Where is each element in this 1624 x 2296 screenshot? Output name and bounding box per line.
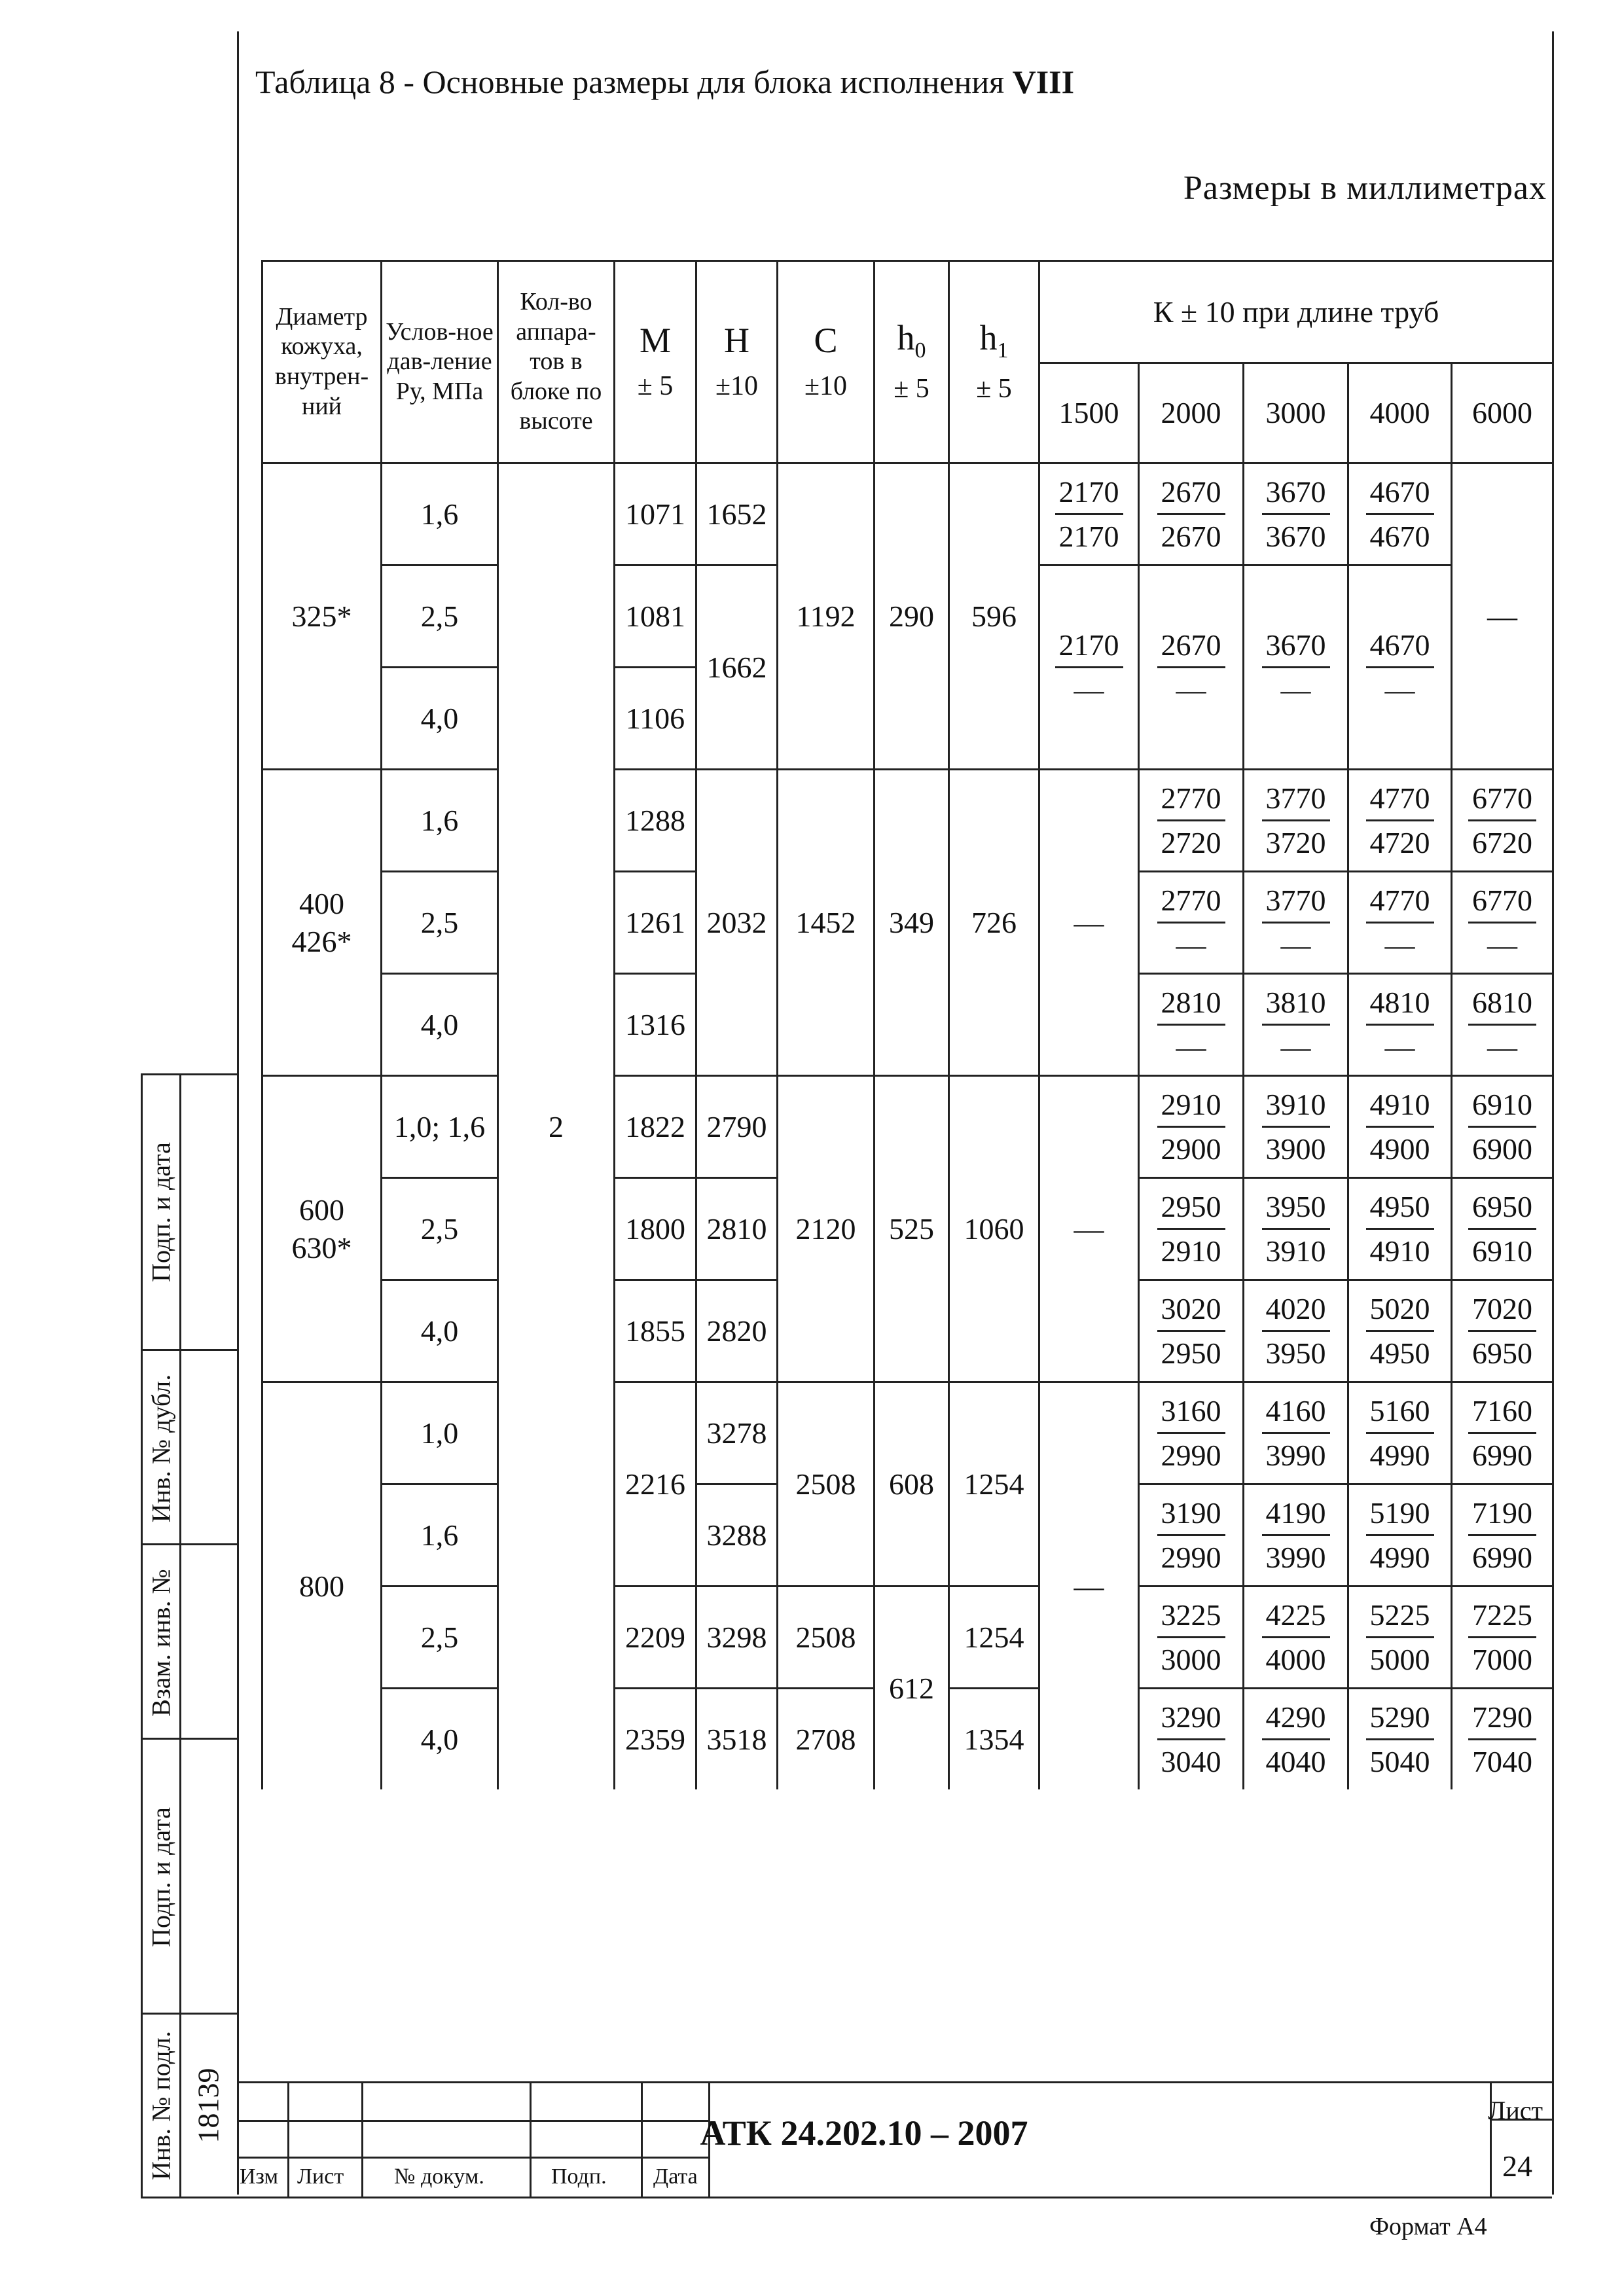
cell-diameter: 325*	[262, 463, 382, 770]
cell-M: 1822	[615, 1076, 696, 1178]
cell-h1: 596	[949, 463, 1039, 770]
header-count: Кол-во аппара-тов в блоке по высоте	[498, 261, 615, 463]
document-code: АТК 24.202.10 – 2007	[700, 2113, 1028, 2153]
cell-pressure: 2,5	[382, 1587, 498, 1689]
cell-k-4000: $\frac{4950}{4910}$	[1348, 1178, 1452, 1280]
cell-h0: 349	[875, 770, 949, 1076]
label-doc-no: № докум.	[394, 2164, 484, 2189]
cell-k-3000: $\frac{3670}{—}$	[1244, 565, 1348, 770]
cell-k-4000: $\frac{5190}{4990}$	[1348, 1484, 1452, 1587]
header-diameter: Диаметр кожуха, внутрен-ний	[262, 261, 382, 463]
cell-k-6000: $\frac{6770}{—}$	[1452, 872, 1553, 974]
stamp-orig-inv: Инв. № подл. 18139	[143, 2013, 237, 2197]
cell-k-1500: —	[1039, 1382, 1139, 1790]
cell-diameter: 800	[262, 1382, 382, 1790]
header-M: М ± 5	[615, 261, 696, 463]
stamp-orig-inv-value: 18139	[191, 2068, 225, 2144]
cell-h1: 1254	[949, 1382, 1039, 1587]
label-list: Лист	[297, 2164, 344, 2189]
cell-k-2000: $\frac{3225}{3000}$	[1139, 1587, 1244, 1689]
cell-C: 1452	[778, 770, 875, 1076]
cell-pressure: 4,0	[382, 974, 498, 1076]
cell-M: 1316	[615, 974, 696, 1076]
cell-h1: 1354	[949, 1689, 1039, 1790]
cell-M: 1106	[615, 668, 696, 770]
cell-k-4000: $\frac{4770}{—}$	[1348, 872, 1452, 974]
cell-k-3000: $\frac{4160}{3990}$	[1244, 1382, 1348, 1484]
cell-C: 2120	[778, 1076, 875, 1382]
cell-k-4000: $\frac{4770}{4720}$	[1348, 770, 1452, 872]
sheet-label: Лист	[1488, 2096, 1543, 2125]
cell-k-1500: $\frac{2170}{—}$	[1039, 565, 1139, 770]
cell-pressure: 1,6	[382, 1484, 498, 1587]
header-length-4000: 4000	[1348, 363, 1452, 463]
cell-h0: 608	[875, 1382, 949, 1587]
cell-H: 2820	[696, 1280, 778, 1382]
cell-k-2000: $\frac{3190}{2990}$	[1139, 1484, 1244, 1587]
cell-C: 2508	[778, 1587, 875, 1689]
cell-k-4000: $\frac{4670}{—}$	[1348, 565, 1452, 770]
header-length-3000: 3000	[1244, 363, 1348, 463]
header-length-1500: 1500	[1039, 363, 1139, 463]
cell-pressure: 4,0	[382, 1280, 498, 1382]
cell-k-1500: —	[1039, 770, 1139, 1076]
header-K-group: К ± 10 при длине труб	[1039, 261, 1553, 363]
cell-k-3000: $\frac{4290}{4040}$	[1244, 1689, 1348, 1790]
cell-pressure: 2,5	[382, 872, 498, 974]
cell-k-6000: $\frac{6950}{6910}$	[1452, 1178, 1553, 1280]
cell-M: 1855	[615, 1280, 696, 1382]
cell-k-6000: —	[1452, 463, 1553, 770]
cell-diameter: 600 630*	[262, 1076, 382, 1382]
cell-k-3000: $\frac{4225}{4000}$	[1244, 1587, 1348, 1689]
stamp-sign-date-2: Подп. и дата	[143, 1738, 237, 2015]
cell-pressure: 4,0	[382, 1689, 498, 1790]
header-pressure: Услов-ное дав-ление Ру, МПа	[382, 261, 498, 463]
cell-h1: 726	[949, 770, 1039, 1076]
cell-H: 2032	[696, 770, 778, 1076]
cell-k-3000: $\frac{3950}{3910}$	[1244, 1178, 1348, 1280]
cell-H: 1662	[696, 565, 778, 770]
cell-pressure: 4,0	[382, 668, 498, 770]
table-row	[262, 463, 1553, 565]
cell-k-2000: $\frac{3020}{2950}$	[1139, 1280, 1244, 1382]
header-H: Н ±10	[696, 261, 778, 463]
cell-k-6000: $\frac{7020}{6950}$	[1452, 1280, 1553, 1382]
cell-k-3000: $\frac{3810}{—}$	[1244, 974, 1348, 1076]
cell-k-4000: $\frac{5020}{4950}$	[1348, 1280, 1452, 1382]
cell-k-6000: $\frac{6810}{—}$	[1452, 974, 1553, 1076]
cell-k-4000: $\frac{4670}{4670}$	[1348, 463, 1452, 565]
cell-k-2000: $\frac{3160}{2990}$	[1139, 1382, 1244, 1484]
cell-k-2000: $\frac{2770}{2720}$	[1139, 770, 1244, 872]
header-h1: $h_1$ ± 5	[949, 261, 1039, 463]
label-sign: Подп.	[551, 2164, 607, 2189]
cell-k-1500: $\frac{2170}{2170}$	[1039, 463, 1139, 565]
cell-C: 2508	[778, 1382, 875, 1587]
cell-k-6000: $\frac{7290}{7040}$	[1452, 1689, 1553, 1790]
dimensions-table	[261, 260, 1554, 1789]
header-length-6000: 6000	[1452, 363, 1553, 463]
cell-h1: 1254	[949, 1587, 1039, 1689]
cell-pressure: 1,0; 1,6	[382, 1076, 498, 1178]
cell-H: 2790	[696, 1076, 778, 1178]
cell-h1: 1060	[949, 1076, 1039, 1382]
table-row	[262, 1382, 1553, 1484]
cell-M: 1261	[615, 872, 696, 974]
cell-C: 1192	[778, 463, 875, 770]
cell-k-6000: $\frac{7190}{6990}$	[1452, 1484, 1553, 1587]
cell-k-2000: $\frac{2770}{—}$	[1139, 872, 1244, 974]
cell-k-2000: $\frac{3290}{3040}$	[1139, 1689, 1244, 1790]
cell-M: 1071	[615, 463, 696, 565]
header-C: С ±10	[778, 261, 875, 463]
format-label: Формат А4	[1369, 2213, 1487, 2240]
stamp-sign-date-1: Подп. и дата	[143, 1075, 237, 1349]
cell-count: 2	[498, 463, 615, 1790]
cell-h0: 525	[875, 1076, 949, 1382]
cell-k-6000: $\frac{7160}{6990}$	[1452, 1382, 1553, 1484]
header-h0: $h_0$ ± 5	[875, 261, 949, 463]
stamp-dup-inv: Инв. № дубл.	[143, 1349, 237, 1545]
table-title: Таблица 8 - Основные размеры для блока исполнения VIII	[255, 63, 1075, 100]
cell-k-2000: $\frac{2810}{—}$	[1139, 974, 1244, 1076]
cell-M: 2209	[615, 1587, 696, 1689]
cell-k-4000: $\frac{4910}{4900}$	[1348, 1076, 1452, 1178]
cell-pressure: 2,5	[382, 565, 498, 668]
cell-M: 1288	[615, 770, 696, 872]
cell-k-3000: $\frac{4020}{3950}$	[1244, 1280, 1348, 1382]
cell-k-1500: —	[1039, 1076, 1139, 1382]
label-izm: Изм	[240, 2164, 279, 2189]
sheet-number: 24	[1502, 2149, 1532, 2183]
cell-k-4000: $\frac{5225}{5000}$	[1348, 1587, 1452, 1689]
cell-k-2000: $\frac{2950}{2910}$	[1139, 1178, 1244, 1280]
cell-H: 3518	[696, 1689, 778, 1790]
cell-M: 2359	[615, 1689, 696, 1790]
cell-M: 1800	[615, 1178, 696, 1280]
cell-k-2000: $\frac{2910}{2900}$	[1139, 1076, 1244, 1178]
cell-H: 3298	[696, 1587, 778, 1689]
cell-k-6000: $\frac{7225}{7000}$	[1452, 1587, 1553, 1689]
units-note: Размеры в миллиметрах	[1183, 170, 1547, 207]
cell-diameter: 400 426*	[262, 770, 382, 1076]
cell-H: 2810	[696, 1178, 778, 1280]
cell-k-6000: $\frac{6910}{6900}$	[1452, 1076, 1553, 1178]
cell-pressure: 1,6	[382, 463, 498, 565]
cell-k-3000: $\frac{4190}{3990}$	[1244, 1484, 1348, 1587]
cell-k-3000: $\frac{3670}{3670}$	[1244, 463, 1348, 565]
cell-H: 3278	[696, 1382, 778, 1484]
cell-C: 2708	[778, 1689, 875, 1790]
stamp-replace-inv: Взам. инв. №	[143, 1543, 237, 1740]
cell-h0: 612	[875, 1587, 949, 1790]
cell-k-3000: $\frac{3910}{3900}$	[1244, 1076, 1348, 1178]
cell-H: 3288	[696, 1484, 778, 1587]
cell-pressure: 2,5	[382, 1178, 498, 1280]
cell-k-2000: $\frac{2670}{—}$	[1139, 565, 1244, 770]
cell-k-4000: $\frac{5290}{5040}$	[1348, 1689, 1452, 1790]
table-row	[262, 1587, 1553, 1689]
table-row	[262, 770, 1553, 872]
cell-H: 1652	[696, 463, 778, 565]
header-length-2000: 2000	[1139, 363, 1244, 463]
cell-h0: 290	[875, 463, 949, 770]
cell-k-2000: $\frac{2670}{2670}$	[1139, 463, 1244, 565]
cell-k-3000: $\frac{3770}{—}$	[1244, 872, 1348, 974]
cell-k-6000: $\frac{6770}{6720}$	[1452, 770, 1553, 872]
cell-k-4000: $\frac{5160}{4990}$	[1348, 1382, 1452, 1484]
cell-k-3000: $\frac{3770}{3720}$	[1244, 770, 1348, 872]
cell-k-4000: $\frac{4810}{—}$	[1348, 974, 1452, 1076]
label-date: Дата	[653, 2164, 698, 2189]
cell-M: 1081	[615, 565, 696, 668]
cell-pressure: 1,6	[382, 770, 498, 872]
table-row	[262, 1076, 1553, 1178]
cell-pressure: 1,0	[382, 1382, 498, 1484]
side-stamp	[141, 1073, 239, 2198]
cell-M: 2216	[615, 1382, 696, 1587]
